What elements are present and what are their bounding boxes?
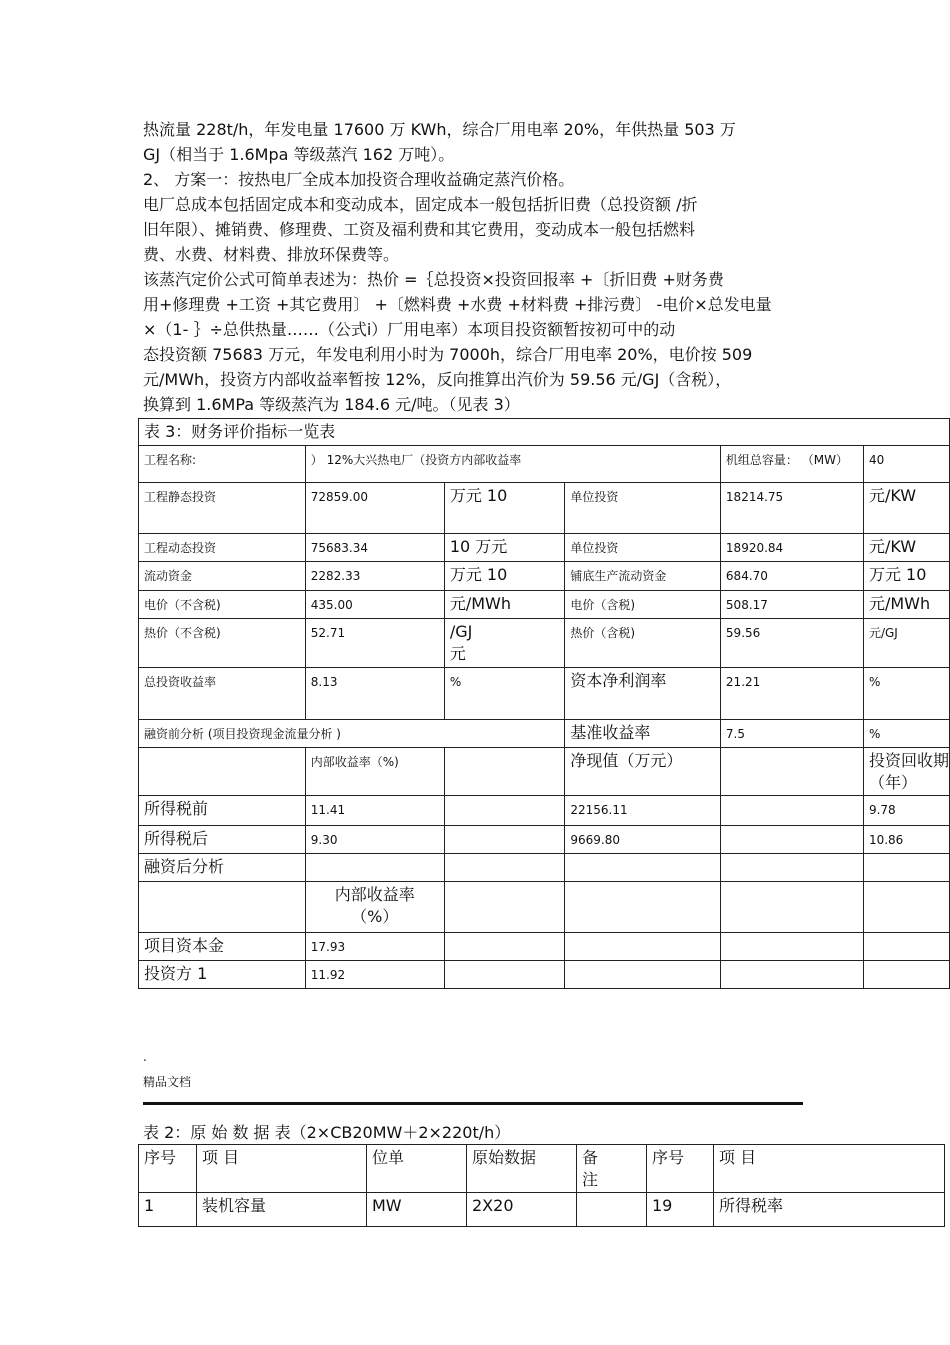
intro-line: 电厂总成本包括固定成本和变动成本，固定成本一般包括折旧费（总投资额 /折 xyxy=(143,195,698,214)
power-price-inc-tax-unit: 元/MWh xyxy=(863,591,949,619)
power-price-inc-tax-value: 508.17 xyxy=(720,591,863,619)
benchmark-rate-value: 7.5 xyxy=(720,720,863,748)
power-price-ex-tax-label: 电价（不含税) xyxy=(139,591,306,619)
dynamic-investment-value: 75683.34 xyxy=(305,534,444,562)
roi-label: 总投资收益率 xyxy=(139,668,306,720)
pre-financing-label: 融资前分析 (项目投资现金流量分析 ) xyxy=(139,720,565,748)
heat-price-inc-tax-label: 热价（含税) xyxy=(565,619,721,668)
unit-investment-label: 单位投资 xyxy=(565,483,721,534)
heat-price-inc-tax-unit: 元/GJ xyxy=(863,619,949,668)
header-unit: 位单 xyxy=(367,1145,467,1193)
net-profit-rate-label: 资本净利润率 xyxy=(565,668,721,720)
intro-line: GJ（相当于 1.6Mpa 等级蒸汽 162 万吨）。 xyxy=(143,145,455,164)
net-profit-rate-unit: % xyxy=(863,668,949,720)
payback-header: 投资回收期 （年） xyxy=(863,748,949,796)
pre-tax-npv: 22156.11 xyxy=(565,796,721,826)
header-item: 项 目 xyxy=(197,1145,367,1193)
row-item-2: 所得税率 xyxy=(714,1193,945,1227)
heat-price-ex-tax-value: 52.71 xyxy=(305,619,444,668)
unit-capacity-label: 机组总容量： （MW） xyxy=(720,446,863,483)
intro-line: 热流量 228t/h，年发电量 17600 万 KWh，综合厂用电率 20%，年供热量 503 万 xyxy=(143,120,736,139)
pre-tax-payback: 9.78 xyxy=(863,796,949,826)
row-raw-data: 2X20 xyxy=(467,1193,577,1227)
benchmark-rate-unit: % xyxy=(863,720,949,748)
power-price-ex-tax-value: 435.00 xyxy=(305,591,444,619)
heat-price-inc-tax-value: 59.56 xyxy=(720,619,863,668)
intro-line: 用+修理费 +工资 +其它费用〕 +〔燃料费 +水费 +材料费 +排污费〕 -电价×总发电量 xyxy=(143,295,772,314)
npv-header: 净现值（万元） xyxy=(565,748,721,796)
roi-unit: % xyxy=(444,668,565,720)
header-raw-data: 原始数据 xyxy=(467,1145,577,1193)
pre-tax-label: 所得税前 xyxy=(139,796,306,826)
investor-label: 投资方 1 xyxy=(139,961,306,989)
static-investment-label: 工程静态投资 xyxy=(139,483,306,534)
dynamic-investment-label: 工程动态投资 xyxy=(139,534,306,562)
unit-investment-unit: 元/KW xyxy=(863,534,949,562)
pre-tax-irr: 11.41 xyxy=(305,796,444,826)
benchmark-rate-label: 基准收益率 xyxy=(565,720,721,748)
intro-line: 元/MWh，投资方内部收益率暂按 12%，反向推算出汽价为 59.56 元/GJ（含税）， xyxy=(143,370,732,389)
header-item-2: 项 目 xyxy=(714,1145,945,1193)
row-seq: 1 xyxy=(139,1193,197,1227)
roi-value: 8.13 xyxy=(305,668,444,720)
financial-indicator-table xyxy=(138,418,950,989)
header-seq-2: 序号 xyxy=(647,1145,714,1193)
row-remark xyxy=(577,1193,647,1227)
table3-title: 表 3：财务评价指标一览表 xyxy=(139,419,950,446)
working-capital-label: 流动资金 xyxy=(139,562,306,591)
intro-line: ×（1- ｝÷总供热量……（公式ⅰ）厂用电率）本项目投资额暂按初可中的动 xyxy=(143,320,676,339)
intro-line: 2、 方案一：按热电厂全成本加投资合理收益确定蒸汽价格。 xyxy=(143,170,575,189)
row-item: 装机容量 xyxy=(197,1193,367,1227)
heat-price-ex-tax-label: 热价（不含税) xyxy=(139,619,306,668)
static-investment-value: 72859.00 xyxy=(305,483,444,534)
working-capital-value: 2282.33 xyxy=(305,562,444,591)
investor-irr: 11.92 xyxy=(305,961,444,989)
project-name-value: ） 12%大兴热电厂（投资方内部收益率 xyxy=(305,446,720,483)
table2-title: 表 2：原 始 数 据 表（2×CB20MW＋2×220t/h） xyxy=(143,1123,511,1142)
dynamic-investment-unit: 10 万元 xyxy=(444,534,565,562)
intro-paragraph xyxy=(143,117,823,417)
capital-fund-label: 项目资本金 xyxy=(139,933,306,961)
after-tax-irr: 9.30 xyxy=(305,826,444,854)
header-seq: 序号 xyxy=(139,1145,197,1193)
intro-line: 换算到 1.6MPa 等级蒸汽为 184.6 元/吨。（见表 3） xyxy=(143,395,520,414)
intro-line: 态投资额 75683 万元，年发电利用小时为 7000h，综合厂用电率 20%，电价按 509 xyxy=(143,345,753,364)
row-seq-2: 19 xyxy=(647,1193,714,1227)
raw-data-table xyxy=(138,1144,945,1227)
unit-investment-value: 18920.84 xyxy=(720,534,863,562)
base-working-capital-label: 铺底生产流动资金 xyxy=(565,562,721,591)
row-unit: MW xyxy=(367,1193,467,1227)
irr-header: 内部收益率（%) xyxy=(305,748,444,796)
after-tax-label: 所得税后 xyxy=(139,826,306,854)
unit-investment-label: 单位投资 xyxy=(565,534,721,562)
power-price-ex-tax-unit: 元/MWh xyxy=(444,591,565,619)
working-capital-unit: 万元 10 xyxy=(444,562,565,591)
intro-line: 费、水费、材料费、排放环保费等。 xyxy=(143,245,400,264)
base-working-capital-value: 684.70 xyxy=(720,562,863,591)
static-investment-unit: 万元 10 xyxy=(444,483,565,534)
divider-rule xyxy=(143,1102,803,1105)
base-working-capital-unit: 万元 10 xyxy=(863,562,949,591)
after-tax-payback: 10.86 xyxy=(863,826,949,854)
unit-capacity-value: 40 xyxy=(863,446,949,483)
header-remark: 备 注 xyxy=(577,1145,647,1193)
capital-fund-irr: 17.93 xyxy=(305,933,444,961)
unit-investment-unit: 元/KW xyxy=(863,483,949,534)
heat-price-ex-tax-unit: /GJ 元 xyxy=(444,619,565,668)
intro-line: 旧年限）、摊销费、修理费、工资及福利费和其它费用，变动成本一般包括燃料 xyxy=(143,220,696,239)
after-tax-npv: 9669.80 xyxy=(565,826,721,854)
unit-investment-value: 18214.75 xyxy=(720,483,863,534)
intro-line: 该蒸汽定价公式可简单表述为：热价 =｛总投资×投资回报率 +〔折旧费 +财务费 xyxy=(143,270,724,289)
post-financing-label: 融资后分析 xyxy=(139,854,306,882)
footer-dot: . xyxy=(143,1050,147,1064)
footer-note: 精品文档 xyxy=(143,1075,192,1089)
post-irr-header: 内部收益率 （%） xyxy=(305,882,444,933)
project-name-label: 工程名称: xyxy=(139,446,306,483)
power-price-inc-tax-label: 电价（含税) xyxy=(565,591,721,619)
net-profit-rate-value: 21.21 xyxy=(720,668,863,720)
